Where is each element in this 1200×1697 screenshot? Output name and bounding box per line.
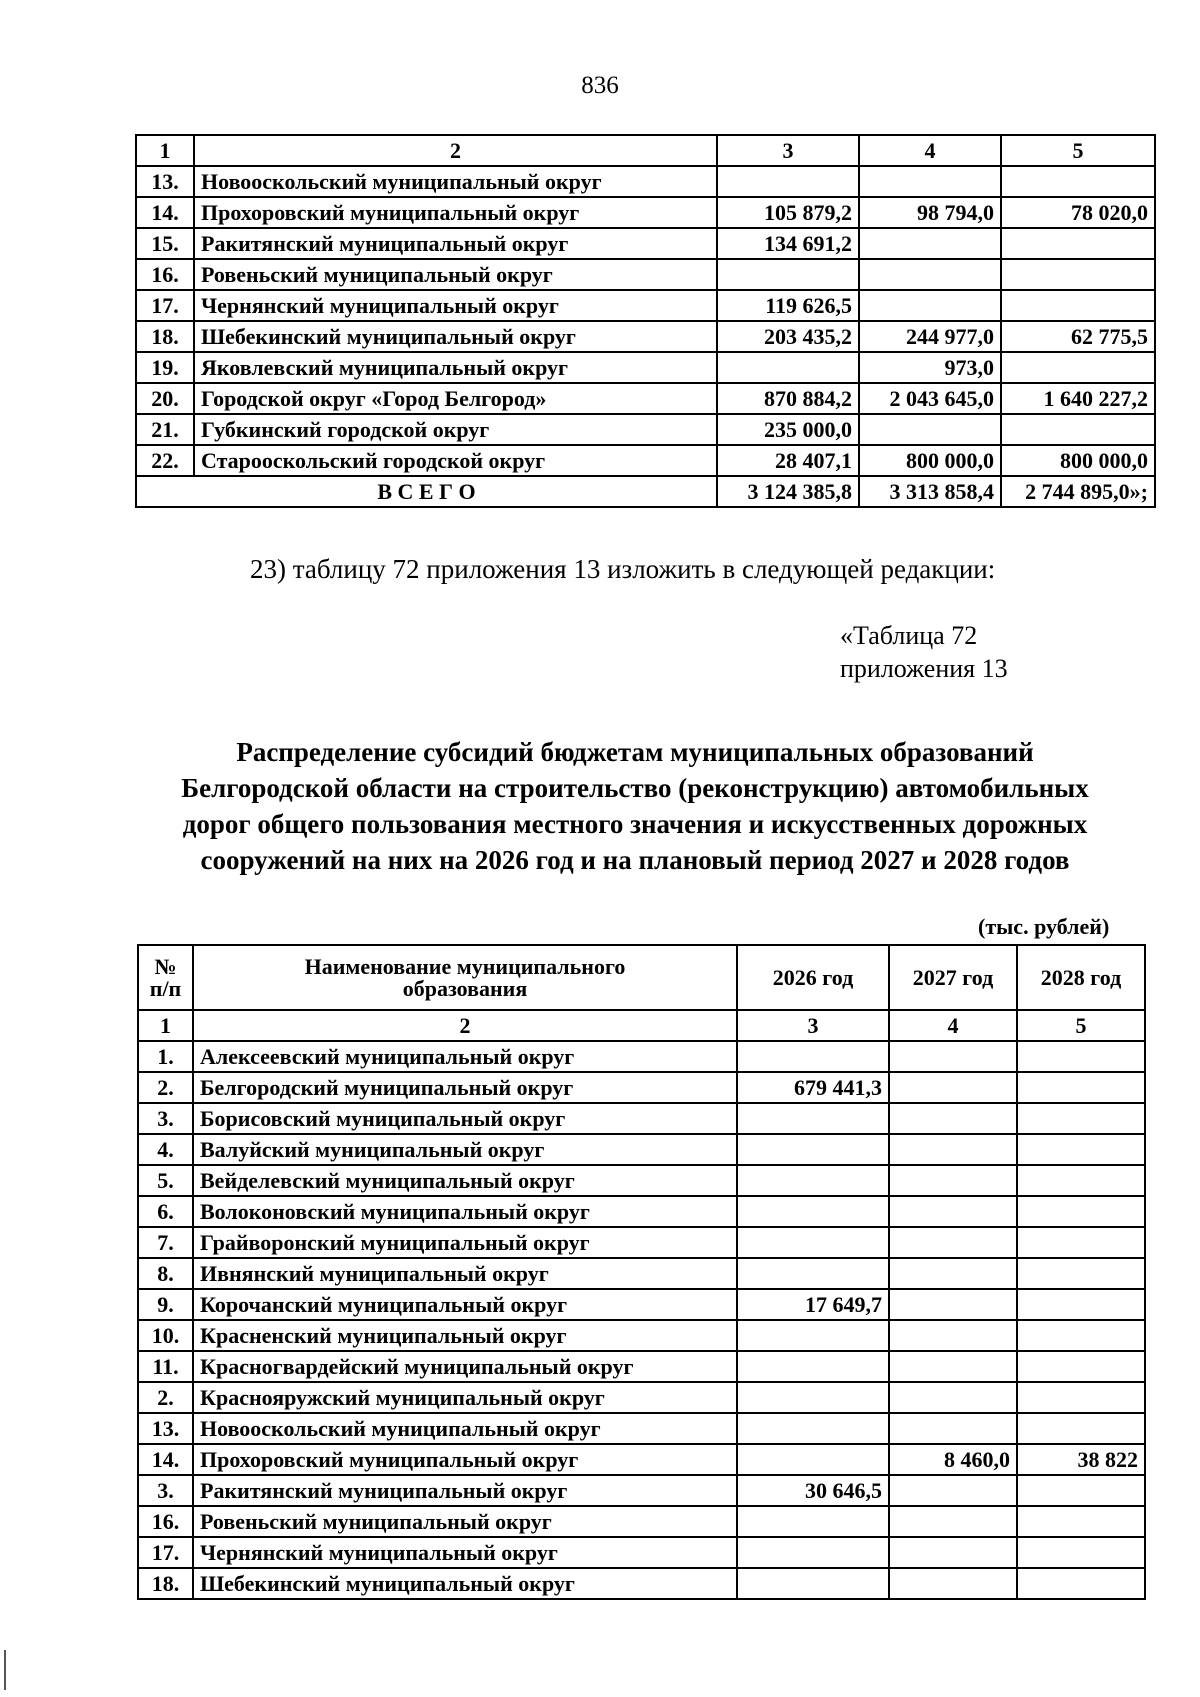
header-2027: 2027 год [889, 945, 1017, 1010]
heading-line-2: Белгородской области на строительство (реконструкцию) автомобильных [181, 773, 1089, 803]
amount-col3 [737, 1537, 889, 1568]
table-row [136, 228, 1155, 259]
amount-col3 [737, 1413, 889, 1444]
municipality-name: Красногвардейский муниципальный округ [193, 1351, 737, 1382]
total-col4: 3 313 858,4 [859, 476, 1001, 507]
col-number-4: 4 [889, 1010, 1017, 1041]
amount-col5 [1001, 414, 1155, 445]
amount-col3: 235 000,0 [717, 414, 859, 445]
row-number: 18. [136, 321, 194, 352]
row-number: 17. [136, 290, 194, 321]
amount-col4: 800 000,0 [859, 445, 1001, 476]
amount-col3 [737, 1227, 889, 1258]
amount-col3 [737, 1134, 889, 1165]
amount-col4 [889, 1289, 1017, 1320]
row-number: 17. [138, 1537, 193, 1568]
municipality-name: Шебекинский муниципальный округ [193, 1568, 737, 1599]
total-row [136, 476, 1155, 507]
row-number: 8. [138, 1258, 193, 1289]
col-number-2: 2 [193, 1010, 737, 1041]
amount-col5 [1017, 1041, 1145, 1072]
amount-col4 [889, 1475, 1017, 1506]
col-number-1: 1 [138, 1010, 193, 1041]
col-number-2: 2 [194, 135, 717, 166]
table-row [138, 1568, 1145, 1599]
amount-col5: 78 020,0 [1001, 197, 1155, 228]
municipality-name: Вейделевский муниципальный округ [193, 1165, 737, 1196]
amount-col4: 244 977,0 [859, 321, 1001, 352]
municipality-name: Борисовский муниципальный округ [193, 1103, 737, 1134]
total-col3: 3 124 385,8 [717, 476, 859, 507]
amount-col5 [1017, 1103, 1145, 1134]
amount-col3 [737, 1196, 889, 1227]
amount-col3: 30 646,5 [737, 1475, 889, 1506]
amount-col5: 800 000,0 [1001, 445, 1155, 476]
amount-col5 [1017, 1258, 1145, 1289]
row-number: 2. [138, 1072, 193, 1103]
table-caption-line2: приложения 13 [840, 654, 1008, 683]
municipality-name: Шебекинский муниципальный округ [194, 321, 717, 352]
amount-col5: 38 822 [1017, 1444, 1145, 1475]
table-row [138, 1506, 1145, 1537]
row-number: 5. [138, 1165, 193, 1196]
heading-line-4: сооружений на них на 2026 год и на плановый период 2027 и 2028 годов [200, 845, 1070, 875]
amount-col5 [1001, 352, 1155, 383]
amount-col4 [889, 1382, 1017, 1413]
table-row [138, 1289, 1145, 1320]
amount-col5 [1017, 1227, 1145, 1258]
amount-col4 [859, 290, 1001, 321]
header-number-line1: № [154, 953, 177, 979]
municipality-name: Новооскольский муниципальный округ [194, 166, 717, 197]
col-number-4: 4 [859, 135, 1001, 166]
municipality-name: Валуйский муниципальный округ [193, 1134, 737, 1165]
amount-col5 [1017, 1196, 1145, 1227]
row-number: 10. [138, 1320, 193, 1351]
row-number: 1. [138, 1041, 193, 1072]
amount-col5 [1017, 1165, 1145, 1196]
amount-col5 [1001, 166, 1155, 197]
amount-col3 [737, 1506, 889, 1537]
table-caption-line1: «Таблица 72 [840, 621, 978, 650]
table-row [136, 197, 1155, 228]
amount-col5 [1017, 1289, 1145, 1320]
amount-col4 [889, 1227, 1017, 1258]
municipality-name: Ровеньский муниципальный округ [194, 259, 717, 290]
table-row [136, 383, 1155, 414]
municipality-name: Красненский муниципальный округ [193, 1320, 737, 1351]
amount-col3: 203 435,2 [717, 321, 859, 352]
amount-col3: 28 407,1 [717, 445, 859, 476]
amount-col5 [1017, 1134, 1145, 1165]
amount-col5: 1 640 227,2 [1001, 383, 1155, 414]
municipality-name: Грайворонский муниципальный округ [193, 1227, 737, 1258]
column-number-row [136, 135, 1155, 166]
municipality-name: Прохоровский муниципальный округ [194, 197, 717, 228]
amount-col5 [1017, 1475, 1145, 1506]
row-number: 2. [138, 1382, 193, 1413]
header-name [193, 945, 737, 1010]
amount-col5 [1017, 1568, 1145, 1599]
units-label: (тыс. рублей) [978, 914, 1110, 939]
municipality-name: Яковлевский муниципальный округ [194, 352, 717, 383]
amount-col5 [1001, 228, 1155, 259]
amount-col5 [1017, 1382, 1145, 1413]
municipality-name: Ровеньский муниципальный округ [193, 1506, 737, 1537]
amount-col4 [889, 1103, 1017, 1134]
table-row [138, 1134, 1145, 1165]
total-label: В С Е Г О [136, 476, 717, 507]
table-row [138, 1537, 1145, 1568]
row-number: 3. [138, 1475, 193, 1506]
municipality-name: Новооскольский муниципальный округ [193, 1413, 737, 1444]
amount-col3 [737, 1103, 889, 1134]
amount-col3 [737, 1351, 889, 1382]
municipality-name: Чернянский муниципальный округ [194, 290, 717, 321]
amount-col4 [859, 414, 1001, 445]
row-number: 16. [136, 259, 194, 290]
table-row [138, 1072, 1145, 1103]
amount-col4 [859, 228, 1001, 259]
table-row [138, 1475, 1145, 1506]
amount-col4 [889, 1258, 1017, 1289]
subsidy-distribution-table [137, 944, 1146, 1600]
header-name-line1: Наименование муниципального [304, 953, 626, 979]
amount-col3 [737, 1320, 889, 1351]
municipality-name: Городской округ «Город Белгород» [194, 383, 717, 414]
amount-col3: 17 649,7 [737, 1289, 889, 1320]
amount-col5 [1017, 1413, 1145, 1444]
heading-line-3: дорог общего пользования местного значения и искусственных дорожных [182, 809, 1088, 839]
amount-col5: 62 775,5 [1001, 321, 1155, 352]
amendment-instruction: 23) таблицу 72 приложения 13 изложить в следующей редакции: [250, 554, 996, 584]
amount-col4 [889, 1506, 1017, 1537]
table-row [138, 1351, 1145, 1382]
total-col5: 2 744 895,0»; [1001, 476, 1155, 507]
amount-col5 [1017, 1320, 1145, 1351]
municipality-name: Ракитянский муниципальный округ [193, 1475, 737, 1506]
amount-col5 [1017, 1506, 1145, 1537]
column-number-row [138, 1010, 1145, 1041]
table-row [138, 1320, 1145, 1351]
amount-col3 [737, 1165, 889, 1196]
municipality-name: Ивнянский муниципальный округ [193, 1258, 737, 1289]
amount-col3: 105 879,2 [717, 197, 859, 228]
amount-col4: 8 460,0 [889, 1444, 1017, 1475]
table-row [136, 321, 1155, 352]
row-number: 18. [138, 1568, 193, 1599]
row-number: 15. [136, 228, 194, 259]
scan-margin-mark [4, 1650, 6, 1690]
row-number: 16. [138, 1506, 193, 1537]
table-row [138, 1382, 1145, 1413]
amount-col3 [717, 352, 859, 383]
header-name-line2: образования [402, 975, 528, 1001]
amount-col3 [737, 1444, 889, 1475]
row-number: 14. [136, 197, 194, 228]
row-number: 9. [138, 1289, 193, 1320]
amount-col4: 98 794,0 [859, 197, 1001, 228]
amount-col4 [889, 1041, 1017, 1072]
table-row [136, 445, 1155, 476]
amount-col5 [1017, 1351, 1145, 1382]
amount-col5 [1001, 290, 1155, 321]
amount-col4 [889, 1413, 1017, 1444]
municipality-name: Краснояружский муниципальный округ [193, 1382, 737, 1413]
amount-col5 [1017, 1537, 1145, 1568]
municipality-name: Ракитянский муниципальный округ [194, 228, 717, 259]
amount-col3 [717, 166, 859, 197]
municipality-name: Чернянский муниципальный округ [193, 1537, 737, 1568]
table-row [138, 1041, 1145, 1072]
amount-col3: 119 626,5 [717, 290, 859, 321]
row-number: 6. [138, 1196, 193, 1227]
row-number: 22. [136, 445, 194, 476]
page-number: 836 [581, 72, 619, 99]
amount-col3 [737, 1382, 889, 1413]
row-number: 3. [138, 1103, 193, 1134]
amount-col3 [717, 259, 859, 290]
amount-col3: 679 441,3 [737, 1072, 889, 1103]
municipality-name: Корочанский муниципальный округ [193, 1289, 737, 1320]
amount-col3: 134 691,2 [717, 228, 859, 259]
amount-col4: 2 043 645,0 [859, 383, 1001, 414]
row-number: 20. [136, 383, 194, 414]
amount-col4 [889, 1351, 1017, 1382]
row-number: 7. [138, 1227, 193, 1258]
table-row [136, 414, 1155, 445]
col-number-1: 1 [136, 135, 194, 166]
municipality-name: Старооскольский городской округ [194, 445, 717, 476]
col-number-5: 5 [1017, 1010, 1145, 1041]
header-number [138, 945, 193, 1010]
table-row [136, 290, 1155, 321]
col-number-3: 3 [737, 1010, 889, 1041]
header-2028: 2028 год [1017, 945, 1145, 1010]
header-number-line2: п/п [149, 975, 182, 1001]
row-number: 4. [138, 1134, 193, 1165]
table-row [138, 1165, 1145, 1196]
table-row [138, 1444, 1145, 1475]
municipality-name: Прохоровский муниципальный округ [193, 1444, 737, 1475]
amount-col4 [889, 1134, 1017, 1165]
heading-line-1: Распределение субсидий бюджетам муниципальных образований [236, 737, 1034, 767]
amount-col3 [737, 1041, 889, 1072]
amount-col5 [1001, 259, 1155, 290]
table-row [138, 1413, 1145, 1444]
table-row [138, 1258, 1145, 1289]
amount-col4 [889, 1537, 1017, 1568]
amount-col4 [889, 1320, 1017, 1351]
allocation-table-continued [135, 134, 1156, 508]
table-row [138, 1196, 1145, 1227]
table-row [136, 259, 1155, 290]
amount-col4 [859, 166, 1001, 197]
municipality-name: Губкинский городской округ [194, 414, 717, 445]
table-row [136, 352, 1155, 383]
table-row [138, 1227, 1145, 1258]
col-number-3: 3 [717, 135, 859, 166]
amount-col3 [737, 1258, 889, 1289]
row-number: 14. [138, 1444, 193, 1475]
amount-col3 [737, 1568, 889, 1599]
amount-col3: 870 884,2 [717, 383, 859, 414]
municipality-name: Белгородский муниципальный округ [193, 1072, 737, 1103]
row-number: 11. [138, 1351, 193, 1382]
row-number: 13. [138, 1413, 193, 1444]
table-heading [150, 734, 1120, 878]
amount-col5 [1017, 1072, 1145, 1103]
row-number: 13. [136, 166, 194, 197]
amount-col4 [889, 1196, 1017, 1227]
municipality-name: Волоконовский муниципальный округ [193, 1196, 737, 1227]
amount-col4 [889, 1072, 1017, 1103]
municipality-name: Алексеевский муниципальный округ [193, 1041, 737, 1072]
amount-col4 [859, 259, 1001, 290]
amount-col4 [889, 1568, 1017, 1599]
table-row [136, 166, 1155, 197]
amount-col4: 973,0 [859, 352, 1001, 383]
row-number: 19. [136, 352, 194, 383]
header-row [138, 945, 1145, 1010]
row-number: 21. [136, 414, 194, 445]
amount-col4 [889, 1165, 1017, 1196]
table-row [138, 1103, 1145, 1134]
col-number-5: 5 [1001, 135, 1155, 166]
header-2026: 2026 год [737, 945, 889, 1010]
